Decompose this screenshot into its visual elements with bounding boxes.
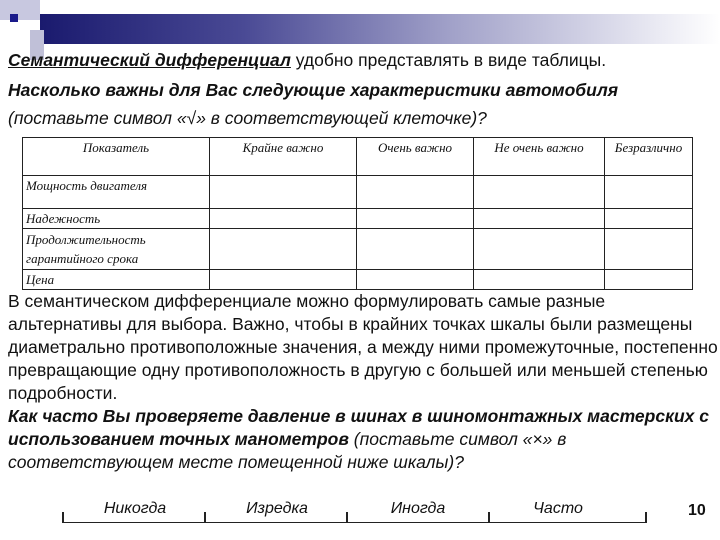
decor-square <box>0 0 40 20</box>
row-label: Надежность <box>23 209 210 229</box>
scale-tick <box>645 512 647 523</box>
col-header: Безразлично <box>605 138 693 176</box>
question2-instruction: (поставьте символ «×» в соответствующем месте помещенной ниже шкалы)? <box>8 429 567 472</box>
cell[interactable] <box>357 270 474 290</box>
rating-table <box>22 137 693 290</box>
cell[interactable] <box>605 176 693 209</box>
cell[interactable] <box>357 229 474 270</box>
cell[interactable] <box>474 176 605 209</box>
scale-label: Изредка <box>246 500 308 517</box>
term: Семантический дифференциал <box>8 50 291 70</box>
cell[interactable] <box>357 209 474 229</box>
cell[interactable] <box>210 270 357 290</box>
cell[interactable] <box>210 209 357 229</box>
row-label: Продолжительность гарантийного срока <box>23 229 210 270</box>
col-header: Очень важно <box>357 138 474 176</box>
cell[interactable] <box>357 176 474 209</box>
col-header: Показатель <box>23 138 210 176</box>
decor-square <box>10 14 18 22</box>
cell[interactable] <box>605 229 693 270</box>
scale-tick <box>62 512 64 523</box>
page-number: 10 <box>688 502 706 519</box>
scale-tick <box>204 512 206 523</box>
cell[interactable] <box>474 209 605 229</box>
heading-rest: удобно представлять в виде таблицы. <box>290 50 607 70</box>
row-label: Мощность двигателя <box>23 176 210 209</box>
row-label: Цена <box>23 270 210 290</box>
question1-instruction: (поставьте символ «√» в соответствующей клеточке)? <box>8 108 487 128</box>
scale-tick <box>488 512 490 523</box>
scale-label: Иногда <box>390 500 446 517</box>
cell[interactable] <box>474 270 605 290</box>
frequency-scale[interactable] <box>62 512 646 523</box>
header-banner <box>40 14 720 44</box>
question2: Как часто Вы проверяете давление в шинах в шиномонтажных мастерских с использованием точных манометров <box>8 406 709 449</box>
col-header: Крайне важно <box>210 138 357 176</box>
paragraph: В семантическом дифференциале можно формулировать самые разные альтернативы для выбора. Важно, чтобы в крайних точках шкалы были размещены диаметрально противоположные значения, а между ними промежуточные, постепенно превращающие одну противоположность в другую с большей или меньшей степенью подробности. <box>8 291 718 403</box>
body-text <box>8 290 718 474</box>
scale-label: Никогда <box>103 500 167 517</box>
cell[interactable] <box>605 209 693 229</box>
scale-label: Часто <box>533 500 583 517</box>
heading <box>8 50 606 71</box>
cell[interactable] <box>210 229 357 270</box>
cell[interactable] <box>605 270 693 290</box>
cell[interactable] <box>474 229 605 270</box>
question1: Насколько важны для Вас следующие характеристики автомобиля <box>8 80 619 100</box>
cell[interactable] <box>210 176 357 209</box>
col-header: Не очень важно <box>474 138 605 176</box>
scale-tick <box>346 512 348 523</box>
